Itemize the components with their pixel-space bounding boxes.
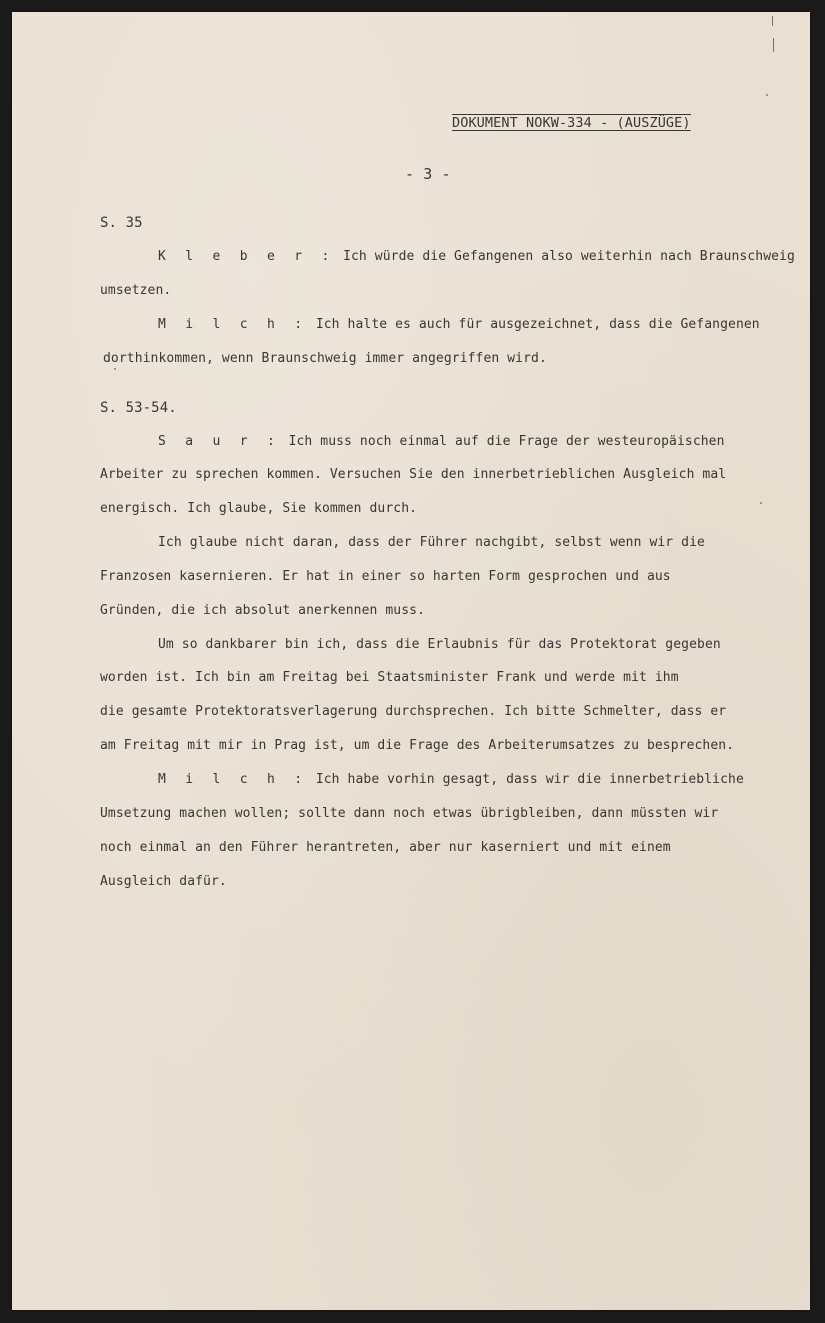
- document-page: [12, 12, 810, 1310]
- speaker-name: M i l c h :: [158, 317, 308, 332]
- line-text: umsetzen.: [100, 283, 172, 298]
- line-text: noch einmal an den Führer herantreten, aber nur kaserniert und mit einem: [100, 840, 671, 855]
- line-text: dorthinkommen, wenn Braunschweig immer angegriffen wird.: [103, 351, 547, 366]
- page-number: - 3 -: [405, 165, 451, 183]
- speaker-name: S a u r :: [158, 434, 281, 449]
- line-text: die gesamte Protektoratsverlagerung durchsprechen. Ich bitte Schmelter, dass er: [100, 704, 727, 719]
- text-line: [100, 738, 734, 753]
- line-text: Ausgleich dafür.: [100, 874, 227, 889]
- line-text: Gründen, die ich absolut anerkennen muss.: [100, 603, 425, 618]
- line-text: energisch. Ich glaube, Sie kommen durch.: [100, 501, 418, 516]
- text-line: [158, 772, 744, 787]
- text-line: [100, 501, 417, 516]
- text-line: [100, 704, 726, 719]
- text-line: [158, 434, 725, 449]
- line-text: Arbeiter zu sprechen kommen. Versuchen Sie den innerbetrieblichen Ausgleich mal: [100, 467, 727, 482]
- text-line: [100, 467, 726, 482]
- speaker-name: M i l c h :: [158, 772, 308, 787]
- margin-mark: [772, 16, 773, 26]
- line-text: worden ist. Ich bin am Freitag bei Staatsminister Frank und werde mit ihm: [100, 670, 679, 685]
- document-reference: DOKUMENT NOKW-334 - (AUSZÜGE): [452, 115, 691, 131]
- text-line: [158, 317, 760, 332]
- line-text: Um so dankbarer bin ich, dass die Erlaubnis für das Protektorat gegeben: [158, 637, 721, 652]
- line-text: Ich glaube nicht daran, dass der Führer nachgibt, selbst wenn wir die: [158, 535, 705, 550]
- text-line: [103, 351, 547, 366]
- line-text: am Freitag mit mir in Prag ist, um die Frage des Arbeiterumsatzes zu besprechen.: [100, 738, 735, 753]
- text-line: [100, 806, 718, 821]
- text-line: [100, 603, 425, 618]
- paper-speck: [760, 502, 762, 504]
- text-line: [158, 637, 721, 652]
- paper-speck: [114, 368, 116, 370]
- line-text: Ich habe vorhin gesagt, dass wir die innerbetriebliche: [307, 772, 744, 787]
- paper-speck: [766, 94, 768, 96]
- text-line: [100, 874, 227, 889]
- line-text: Ich muss noch einmal auf die Frage der westeuropäischen: [280, 434, 725, 449]
- text-line: [158, 249, 795, 264]
- line-text: Ich würde die Gefangenen also weiterhin nach Braunschweig: [335, 249, 795, 264]
- text-line: [158, 535, 705, 550]
- section-label: S. 53-54.: [100, 400, 177, 416]
- margin-mark: [773, 38, 774, 52]
- line-text: Franzosen kasernieren. Er hat in einer so harten Form gesprochen und aus: [100, 569, 671, 584]
- line-text: Ich halte es auch für ausgezeichnet, dass die Gefangenen: [307, 317, 760, 332]
- text-line: [100, 569, 671, 584]
- section-label: S. 35: [100, 215, 143, 231]
- text-line: [100, 283, 171, 298]
- line-text: Umsetzung machen wollen; sollte dann noch etwas übrigbleiben, dann müssten wir: [100, 806, 719, 821]
- text-line: [100, 840, 671, 855]
- speaker-name: K l e b e r :: [158, 249, 336, 264]
- text-line: [100, 670, 679, 685]
